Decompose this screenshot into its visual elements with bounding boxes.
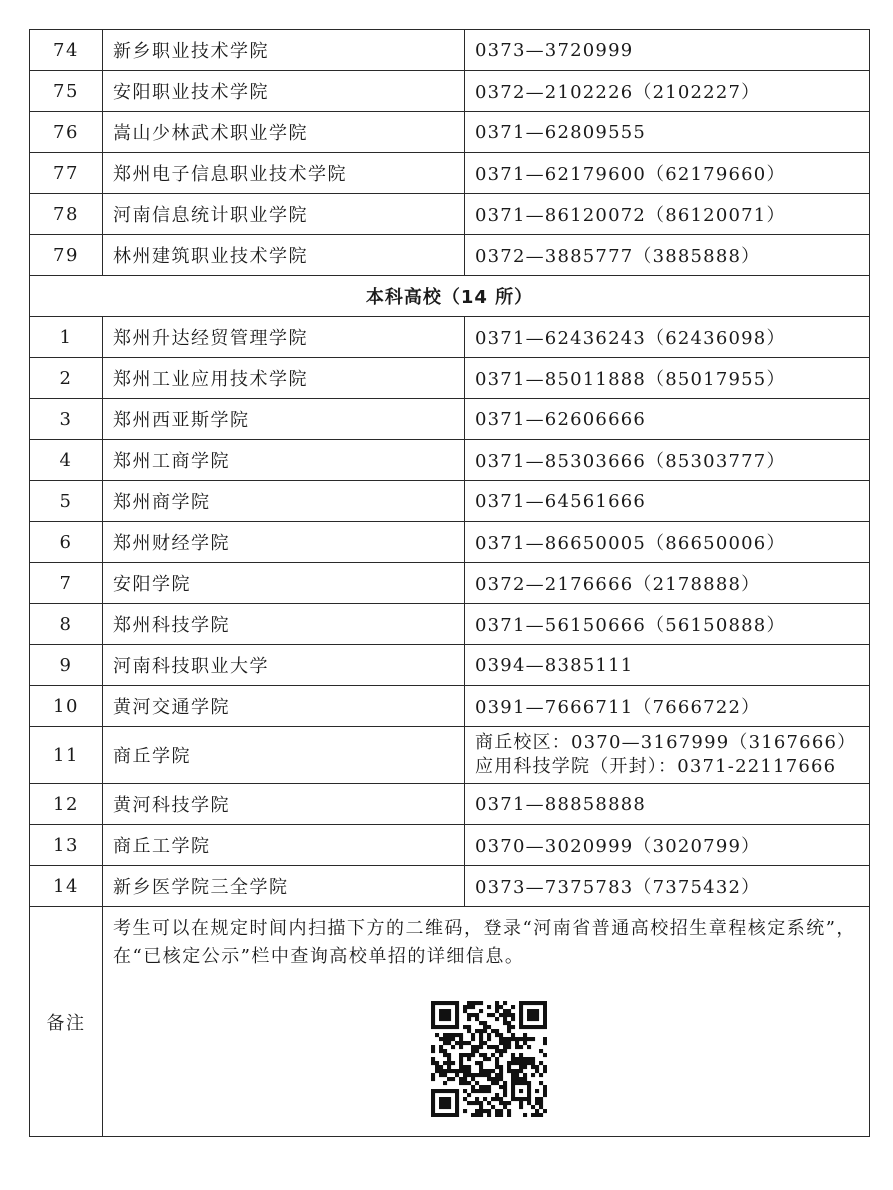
phone-number: 0373—3720999 (465, 30, 870, 71)
school-name: 黄河交通学院 (103, 686, 465, 727)
table-row (30, 645, 870, 686)
row-number: 4 (30, 440, 103, 481)
table-row (30, 481, 870, 522)
shangqiu-row-group (30, 727, 870, 784)
phone-number: 0371—62179600（62179660） (465, 153, 870, 194)
phone-number: 0372—2176666（2178888） (465, 563, 870, 604)
table-row (30, 686, 870, 727)
phone-line-main-campus: 商丘校区：0370—3167999（3167666） (475, 732, 857, 753)
phone-number: 0371—86120072（86120071） (465, 194, 870, 235)
table-row (30, 358, 870, 399)
school-name: 安阳学院 (103, 563, 465, 604)
table-row (30, 235, 870, 276)
phone-number: 0371—64561666 (465, 481, 870, 522)
school-name: 安阳职业技术学院 (103, 71, 465, 112)
row-number: 74 (30, 30, 103, 71)
vocational-rows (30, 30, 870, 276)
school-contact-table (29, 29, 870, 1137)
school-name: 河南信息统计职业学院 (103, 194, 465, 235)
row-number: 11 (30, 727, 103, 784)
school-name: 郑州商学院 (103, 481, 465, 522)
school-name: 新乡职业技术学院 (103, 30, 465, 71)
school-name: 郑州科技学院 (103, 604, 465, 645)
remark-text: 考生可以在规定时间内扫描下方的二维码，登录“河南省普通高校招生章程核定系统”，在“已核定公示”栏中查询高校单招的详细信息。 (113, 918, 856, 967)
phone-number: 0372—3885777（3885888） (465, 235, 870, 276)
phone-number: 0370—3020999（3020799） (465, 825, 870, 866)
row-number: 7 (30, 563, 103, 604)
row-number: 78 (30, 194, 103, 235)
remark-group (30, 907, 870, 1137)
phone-number: 0371—56150666（56150888） (465, 604, 870, 645)
table-row (30, 153, 870, 194)
phone-number: 0372—2102226（2102227） (465, 71, 870, 112)
remark-row (30, 907, 870, 1137)
row-number: 6 (30, 522, 103, 563)
phone-line-applied-campus: 应用科技学院（开封）：0371-22117666 (475, 756, 837, 777)
row-number: 9 (30, 645, 103, 686)
row-number: 2 (30, 358, 103, 399)
row-number: 75 (30, 71, 103, 112)
row-number: 5 (30, 481, 103, 522)
table-row (30, 825, 870, 866)
row-number: 8 (30, 604, 103, 645)
section-header (30, 276, 870, 317)
remark-label: 备注 (30, 907, 103, 1137)
table-row (30, 727, 870, 784)
table-row (30, 604, 870, 645)
row-number: 3 (30, 399, 103, 440)
row-number: 76 (30, 112, 103, 153)
phone-number: 0371—62436243（62436098） (465, 317, 870, 358)
remark-body (103, 907, 870, 1137)
table-row (30, 866, 870, 907)
row-number: 79 (30, 235, 103, 276)
school-name: 河南科技职业大学 (103, 645, 465, 686)
school-name: 嵩山少林武术职业学院 (103, 112, 465, 153)
phone-number: 0371—86650005（86650006） (465, 522, 870, 563)
phone-number: 0371—85011888（85017955） (465, 358, 870, 399)
phone-cell (465, 727, 870, 784)
school-name: 郑州电子信息职业技术学院 (103, 153, 465, 194)
school-name: 新乡医学院三全学院 (103, 866, 465, 907)
row-number: 14 (30, 866, 103, 907)
phone-number: 0371—62606666 (465, 399, 870, 440)
undergrad-rows-2 (30, 784, 870, 907)
phone-number: 0394—8385111 (465, 645, 870, 686)
school-name: 郑州工业应用技术学院 (103, 358, 465, 399)
undergrad-rows (30, 317, 870, 727)
school-name: 商丘学院 (103, 727, 465, 784)
school-name: 黄河科技学院 (103, 784, 465, 825)
school-name: 郑州西亚斯学院 (103, 399, 465, 440)
school-name: 郑州升达经贸管理学院 (103, 317, 465, 358)
school-contact-table-page (29, 29, 869, 1137)
phone-number: 0373—7375783（7375432） (465, 866, 870, 907)
table-row (30, 399, 870, 440)
phone-number: 0371—88858888 (465, 784, 870, 825)
table-row (30, 317, 870, 358)
phone-number: 0371—85303666（85303777） (465, 440, 870, 481)
school-name: 郑州工商学院 (103, 440, 465, 481)
table-row (30, 30, 870, 71)
table-row (30, 440, 870, 481)
row-number: 12 (30, 784, 103, 825)
school-name: 商丘工学院 (103, 825, 465, 866)
row-number: 10 (30, 686, 103, 727)
table-row (30, 563, 870, 604)
table-row (30, 522, 870, 563)
school-name: 郑州财经学院 (103, 522, 465, 563)
phone-number: 0391—7666711（7666722） (465, 686, 870, 727)
table-row (30, 71, 870, 112)
row-number: 1 (30, 317, 103, 358)
phone-number: 0371—62809555 (465, 112, 870, 153)
row-number: 77 (30, 153, 103, 194)
qr-code-image[interactable] (431, 1001, 547, 1117)
section-title-undergrad: 本科高校（14 所） (30, 276, 870, 317)
table-row (30, 112, 870, 153)
school-name: 林州建筑职业技术学院 (103, 235, 465, 276)
row-number: 13 (30, 825, 103, 866)
table-row (30, 784, 870, 825)
table-row (30, 194, 870, 235)
qr-code-icon (431, 1001, 547, 1117)
